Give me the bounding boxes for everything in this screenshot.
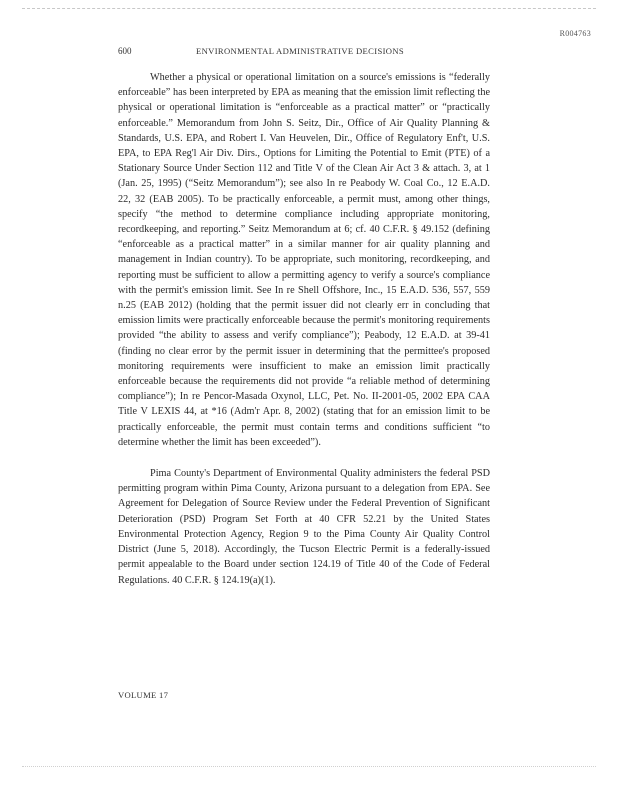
paragraph-pima-county-delegation: Pima County's Department of Environmental Quality administers the federal PSD permitting program within Pima County, Arizona pursuant to a delegation from EPA. See Agreement for Delegation of Source Review under the Federal Prevention of Significant Deterioration (PSD) Program Set Forth at 40 CFR 52.21 by the United States Environmental Protection Agency, Region 9 to the Pima County Air Quality Control District (June 5, 2018). Accordingly, the Tucson Electric Permit is a federally-issued permit appealable to the Board under section 124.19 of Title 40 of the Code of Federal Regulations. 40 C.F.R. § 124.19(a)(1). [118,468,490,586]
paragraph-practical-enforceability: Whether a physical or operational limitation on a source's emissions is “federally enforceable” has been interpreted by EPA as meaning that the emission limit reflecting the physical or operational limitation is “enforceable as a practical matter” or “practically enforceable.” Memorandum from John S. Seitz, Dir., Office of Air Quality Planning & Standards, U.S. EPA, and Robert I. Van Heuvelen, Dir., Office of Regulatory Enf't, U.S. EPA, to EPA Reg'l Air Div. Dirs., Options for Limiting the Potential to Emit (PTE) of a Stationary Source Under Section 112 and Title V of the Clean Air Act 3 & attach. 3, at 1 (Jan. 25, 1995) (“Seitz Memorandum”); see also In re Peabody W. Coal Co., 12 E.A.D. 22, 32 (EAB 2005). To be practically enforceable, a permit must, among other things, specify “the method to determine compliance including appropriate monitoring, recordkeeping, and reporting.” Seitz Memorandum at 6; cf. 40 C.F.R. § 49.152 (defining “enforceable as a practical matter” in a similar manner for air quality planning and management in Indian country). To be appropriate, such monitoring, recordkeeping, and reporting must be sufficient to allow a permitting agency to verify a source's compliance with the permit's emission limit. See In re Shell Offshore, Inc., 15 E.A.D. 536, 557, 559 n.25 (EAB 2012) (holding that the permit issuer did not clearly err in concluding that emission limits were practically enforceable because the permit's monitoring requirements provided “the ability to assess and verify compliance”); Peabody, 12 E.A.D. at 39-41 (finding no clear error by the permit issuer in determining that the permittee's proposed monitoring requirements were insufficient to make an emission limit practically enforceable because the requirements did not provide “a reliable method of determining compliance”); In re Pencor-Masada Oxynol, LLC, Pet. No. II-2001-05, 2002 EPA CAA Title V LEXIS 44, at *16 (Adm'r Apr. 8, 2002) (stating that for an emission limit to be practically enforceable, the permit must contain terms and conditions sufficient “to determine whether the limit has been exceeded”). [118,72,490,448]
bates-number: R004763 [559,29,591,38]
scan-edge-bottom [22,766,596,767]
scan-edge-top [22,8,596,9]
running-head: ENVIRONMENTAL ADMINISTRATIVE DECISIONS [196,46,405,56]
volume-footer: VOLUME 17 [118,690,169,700]
page-number: 600 [118,46,132,56]
body-text [118,70,490,588]
